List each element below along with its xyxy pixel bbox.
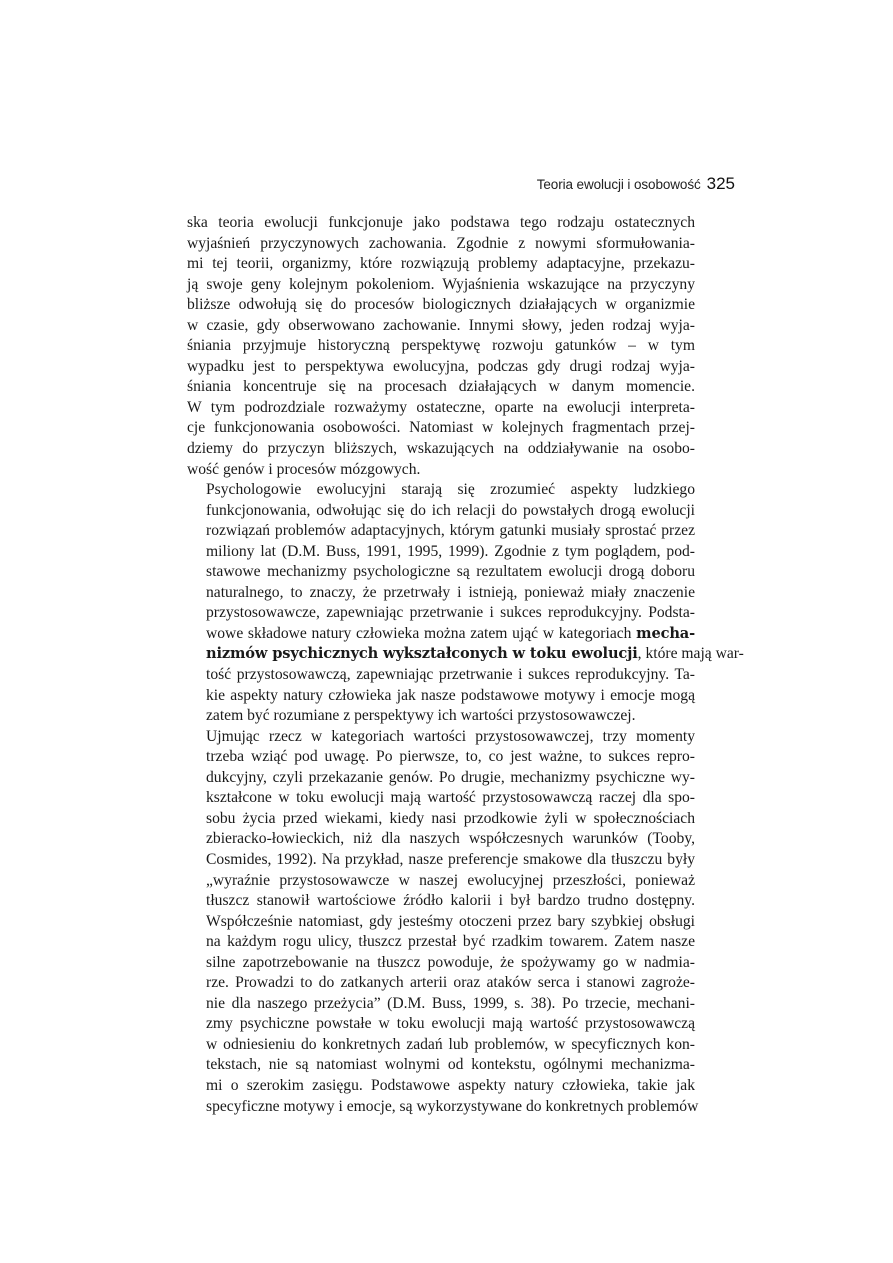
text-line: na każdym rogu ulicy, tłuszcz przestał być rzadkim towarem. Zatem nasze [206, 933, 695, 951]
text-line: stawowe mechanizmy psychologiczne są rezultatem ewolucji drogą doboru [206, 563, 695, 581]
text-line: wyjaśnień przyczynowych zachowania. Zgodnie z nowymi sformułowania- [187, 234, 695, 252]
text-line-with-bold [187, 644, 744, 665]
text-line: w czasie, gdy obserwowano zachowanie. Innymi słowy, jeden rodzaj wyja- [187, 316, 695, 334]
text-line: „wyraźnie przystosowawcze w naszej ewolucyjnej przeszłości, ponieważ [206, 871, 695, 889]
text-line: kształcone w toku ewolucji mają wartość przystosowawczą raczej dla spo- [206, 789, 695, 807]
text-line: śniania przyjmuje historyczną perspektywę rozwoju gatunków – w tym [187, 337, 695, 355]
text-line: Psychologowie ewolucyjni starają się zrozumieć aspekty ludzkiego [206, 481, 695, 499]
text-line: ją swoje geny kolejnym pokoleniom. Wyjaśnienia wskazujące na przyczyny [187, 275, 695, 293]
text-line: silne zapotrzebowanie na tłuszcz powoduje, że spożywamy go w nadmia- [206, 953, 695, 971]
text-line: dziemy do przyczyn bliższych, wskazujących na oddziaływanie na osobo- [187, 440, 695, 458]
paragraph-1 [187, 213, 695, 480]
body-text [187, 213, 744, 1117]
text-line: rozwiązań problemów adaptacyjnych, którym gatunki musiały sprostać przez [206, 522, 695, 540]
text-line: cje funkcjonowania osobowości. Natomiast w kolejnych fragmentach przej- [187, 419, 695, 437]
bold-term-start: mecha- [636, 624, 696, 642]
text-line: specyficzne motywy i emocje, są wykorzystywane do konkretnych problemów [206, 1097, 699, 1115]
text-line: przystosowawcze, zapewniając przetrwanie i sukces reprodukcyjny. Podsta- [206, 604, 695, 622]
text-line: Ujmując rzecz w kategoriach wartości przystosowawczej, trzy momenty [206, 727, 695, 745]
text-line: bliższe odwołują się do procesów biologicznych działających w organizmie [187, 296, 695, 314]
text-line: trzeba wziąć pod uwagę. Po pierwsze, to, co jest ważne, to sukces repro- [206, 748, 695, 766]
text-line: wypadku jest to perspektywa ewolucyjna, podczas gdy drugi rodzaj wyja- [187, 357, 695, 375]
text-line: tłuszcz stanowił wartościowe źródło kalorii i był bardzo trudno dostępny. [206, 892, 695, 910]
text-run: wowe składowe natury człowieka można zatem ująć w kategoriach [206, 624, 632, 642]
paragraph-3 [187, 727, 699, 1117]
text-line: kie aspekty natury człowieka jak nasze podstawowe motywy i emocje mogą [206, 686, 695, 704]
text-line: wość genów i procesów mózgowych. [187, 460, 421, 478]
text-line: sobu życia przed wiekami, kiedy nasi przodkowie żyli w społecznościach [206, 809, 695, 827]
text-line: nie dla naszego przeżycia” (D.M. Buss, 1999, s. 38). Po trzecie, mechani- [206, 994, 695, 1012]
text-line: Cosmides, 1992). Na przykład, nasze preferencje smakowe dla tłuszczu były [206, 850, 695, 868]
text-line: miliony lat (D.M. Buss, 1991, 1995, 1999). Zgodnie z tym poglądem, pod- [206, 542, 695, 560]
running-header [440, 174, 735, 194]
page-number: 325 [706, 174, 735, 193]
text-line: śniania koncentruje się na procesach działających w danym momencie. [187, 378, 695, 396]
text-line: naturalnego, to znaczy, że przetrwały i istnieją, ponieważ miały znaczenie [206, 583, 695, 601]
text-line-with-bold [187, 624, 695, 645]
text-line: Współcześnie natomiast, gdy jesteśmy otoczeni przez bary szybkiej obsługi [206, 912, 695, 930]
chapter-title: Teoria ewolucji i osobowość [536, 177, 701, 192]
text-line: funkcjonowania, odwołując się do ich relacji do powstałych drogą ewolucji [206, 501, 695, 519]
text-line: mi o szerokim zasięgu. Podstawowe aspekty natury człowieka, takie jak [206, 1076, 695, 1094]
text-line: ska teoria ewolucji funkcjonuje jako podstawa tego rodzaju ostatecznych [187, 214, 695, 231]
text-line: rze. Prowadzi to do zatkanych arterii oraz ataków serca i stanowi zagroże- [206, 974, 695, 992]
text-line: mi tej teorii, organizmy, które rozwiązują problemy adaptacyjne, przekazu- [187, 255, 695, 273]
text-line: tekstach, nie są natomiast wolnymi od kontekstu, ogólnymi mechanizma- [206, 1056, 695, 1074]
text-line: tość przystosowawczą, zapewniając przetrwanie i sukces reprodukcyjny. Ta- [206, 666, 695, 684]
paragraph-2 [187, 480, 744, 727]
text-line: W tym podrozdziale rozważymy ostateczne, oparte na ewolucji interpreta- [187, 398, 695, 416]
text-line: dukcyjny, czyli przekazanie genów. Po drugie, mechanizmy psychiczne wy- [206, 768, 695, 786]
text-line: zatem być rozumiane z perspektywy ich wartości przystosowawczej. [206, 707, 636, 725]
text-line: zmy psychiczne powstałe w toku ewolucji mają wartość przystosowawczą [206, 1015, 695, 1033]
bold-term-continuation: nizmów psychicznych wykształconych w toku ewolucji [206, 645, 638, 663]
text-run: , które mają war- [637, 645, 744, 663]
text-line: zbieracko-łowieckich, niż dla naszych współczesnych warunków (Tooby, [206, 830, 695, 848]
text-line: w odniesieniu do konkretnych zadań lub problemów, w specyficznych kon- [206, 1035, 695, 1053]
